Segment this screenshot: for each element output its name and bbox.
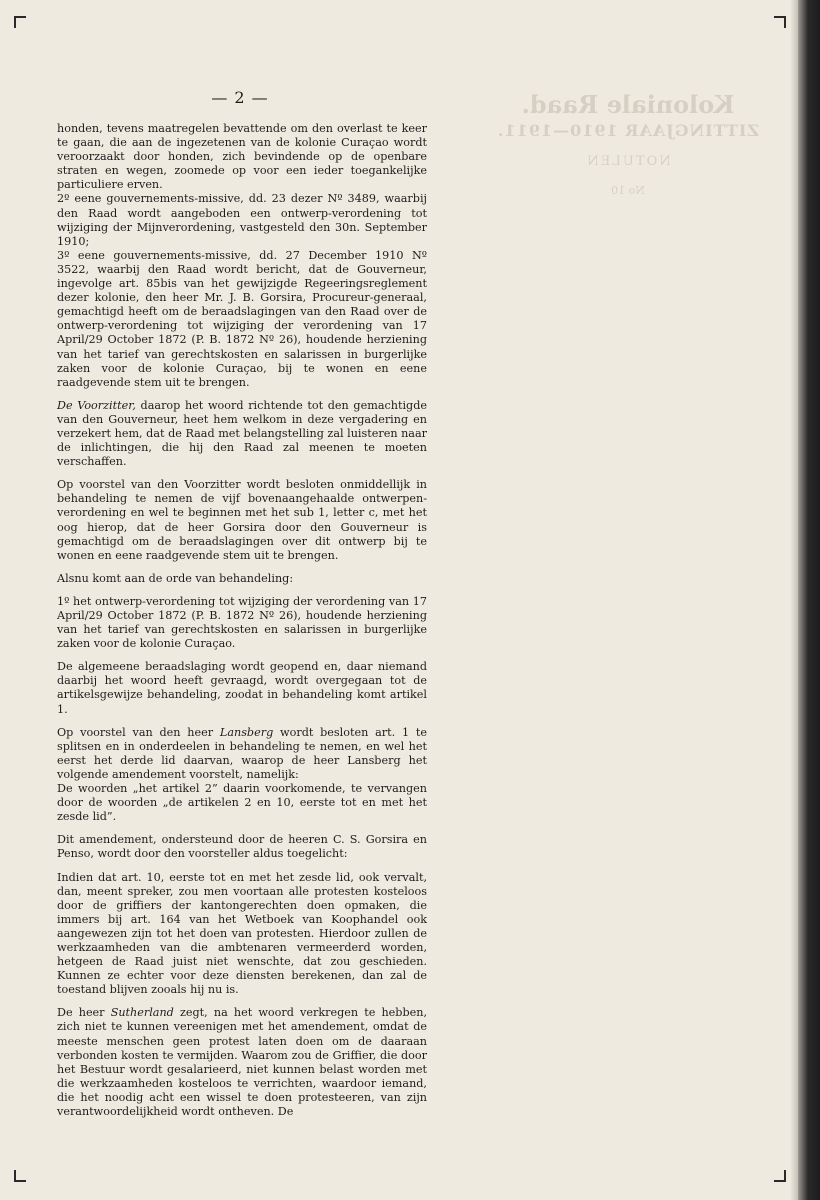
- corner-mark: [774, 1170, 786, 1182]
- speaker-name: Lansberg: [219, 725, 274, 739]
- paragraph-text: De heer: [57, 1006, 111, 1020]
- show-through-line: ZITTINGJAAR 1910—1911.: [496, 121, 760, 140]
- page-number: — 2 —: [211, 88, 269, 107]
- speaker-name: De Voorzitter,: [57, 398, 136, 412]
- paragraph-text: wordt besloten art. 1 te splitsen en in onderdeelen in behandeling te nemen, en wel het eerst het derde lid daarvan, waarop de heer Lansberg het volgende amendement voorstelt, namelijk:: [57, 725, 428, 781]
- paragraph: De algemeene beraadslaging wordt geopend en, daar niemand daarbij het woord heeft gevraagd, wordt overgegaan tot de artikelsgewijze behandeling, zoodat in behandeling komt artikel 1.: [57, 660, 427, 716]
- paragraph: 2º eene gouvernements-missive, dd. 23 dezer Nº 3489, waarbij den Raad wordt aangeboden een ontwerp-verordening tot wijziging der Mijnverordening, vastgesteld den 30n. September 1910;: [57, 192, 427, 248]
- show-through-line: Koloniale Raad.: [521, 90, 735, 119]
- paragraph-text: Op voorstel van den heer: [57, 725, 220, 739]
- paragraph: De woorden „het artikel 2” daarin voorkomende, te vervangen door de woorden „de artikelen 2 en 10, eerste tot en met het zesde lid”.: [57, 782, 427, 824]
- body-text: [57, 122, 427, 1119]
- show-through-line: NOTULEN: [585, 154, 671, 169]
- paragraph: [57, 399, 427, 469]
- paragraph: 3º eene gouvernements-missive, dd. 27 December 1910 Nº 3522, waarbij den Raad wordt bericht, dat de Gouverneur, ingevolge art. 85bis van het gewijzigde Regeeringsreglement dezer kolonie, den heer Mr. J. B. Gorsira, Procureur-generaal, gemachtigd heeft om de beraadslagingen van den Raad over de ontwerp-verordening tot wijziging der verordening van 17 April/29 October 1872 (P. B. 1872 Nº 26), houdende herziening van het tarief van gerechtskosten en salarissen in burgerlijke zaken voor de kolonie Curaçao, bij te wonen en eene raadgevende stem uit te brengen.: [57, 248, 427, 389]
- show-through-text: [478, 90, 778, 200]
- book-spine: [798, 0, 820, 1200]
- paragraph: Alsnu komt aan de orde van behandeling:: [57, 571, 294, 585]
- speaker-name: Sutherland: [110, 1006, 174, 1020]
- paragraph: Op voorstel van den Voorzitter wordt besloten onmiddellijk in behandeling te nemen de vijf bovenaangehaalde ontwerpen-verordening en wel te beginnen met het sub 1, letter c, met het oog hierop, dat de heer Gorsira door den Gouverneur is gemachtigd om de beraadslagingen over dit ontwerp bij te wonen en eene raadgevende stem uit te brengen.: [57, 478, 427, 562]
- page-edge-shadow: [790, 0, 798, 1200]
- paragraph: 1º het ontwerp-verordening tot wijziging der verordening van 17 April/29 October 1872 (P. B. 1872 Nº 26), houdende herziening van het tarief van gerechtskosten en salarissen in burgerlijke zaken voor de kolonie Curaçao.: [57, 594, 427, 651]
- paragraph: [57, 1006, 427, 1119]
- show-through-line: No 10: [611, 184, 645, 197]
- paragraph: Indien dat art. 10, eerste tot en met het zesde lid, ook vervalt, dan, meent spreker, zou men voortaan alle protesten kosteloos door de griffiers der kantongerechten doen opmaken, die immers bij art. 164 van het Wetboek van Koophandel ook aangewezen zijn tot het doen van protesten. Hierdoor zullen de werkzaamheden van die ambtenaren vermeerderd worden, hetgeen de Raad juist niet wenschte, dat zou geschieden. Kunnen ze echter voor deze diensten berekenen, dan zal de toestand blijven zooals hij nu is.: [57, 870, 427, 997]
- paragraph-text: zegt, na het woord verkregen te hebben, zich niet te kunnen vereenigen met het amendement, omdat de meeste menschen geen protest laten doen om de daaraan verbonden kosten te vermijden. Waarom zou de Griffier, die door het Bestuur wordt gesalarieerd, niet kunnen belast worden met die werkzaamheden kosteloos te verrichten, waardoor iemand, die het noodig acht een wissel te doen protesteeren, van zijn verantwoordelijkheid wordt ontheven. De: [57, 1006, 428, 1118]
- corner-mark: [14, 16, 26, 28]
- paragraph-text: daarop het woord richtende tot den gemachtigde van den Gouverneur, heet hem welkom in deze vergadering en verzekert hem, dat de Raad met belangstelling zal luisteren naar de inlichtingen, die hij den Raad zal meenen te moeten verschaffen.: [57, 398, 427, 469]
- paragraph: Dit amendement, ondersteund door de heeren C. S. Gorsira en Penso, wordt door den voorsteller aldus toegelicht:: [57, 833, 427, 861]
- corner-mark: [14, 1170, 26, 1182]
- corner-mark: [774, 16, 786, 28]
- paragraph: [57, 726, 427, 782]
- paragraph: honden, tevens maatregelen bevattende om den overlast te keer te gaan, die aan de ingezetenen van de kolonie Curaçao wordt veroorzaakt door honden, zich bevindende op de openbare straten en wegen, zoomede op voor een ieder toegankelijke particuliere erven.: [57, 122, 427, 192]
